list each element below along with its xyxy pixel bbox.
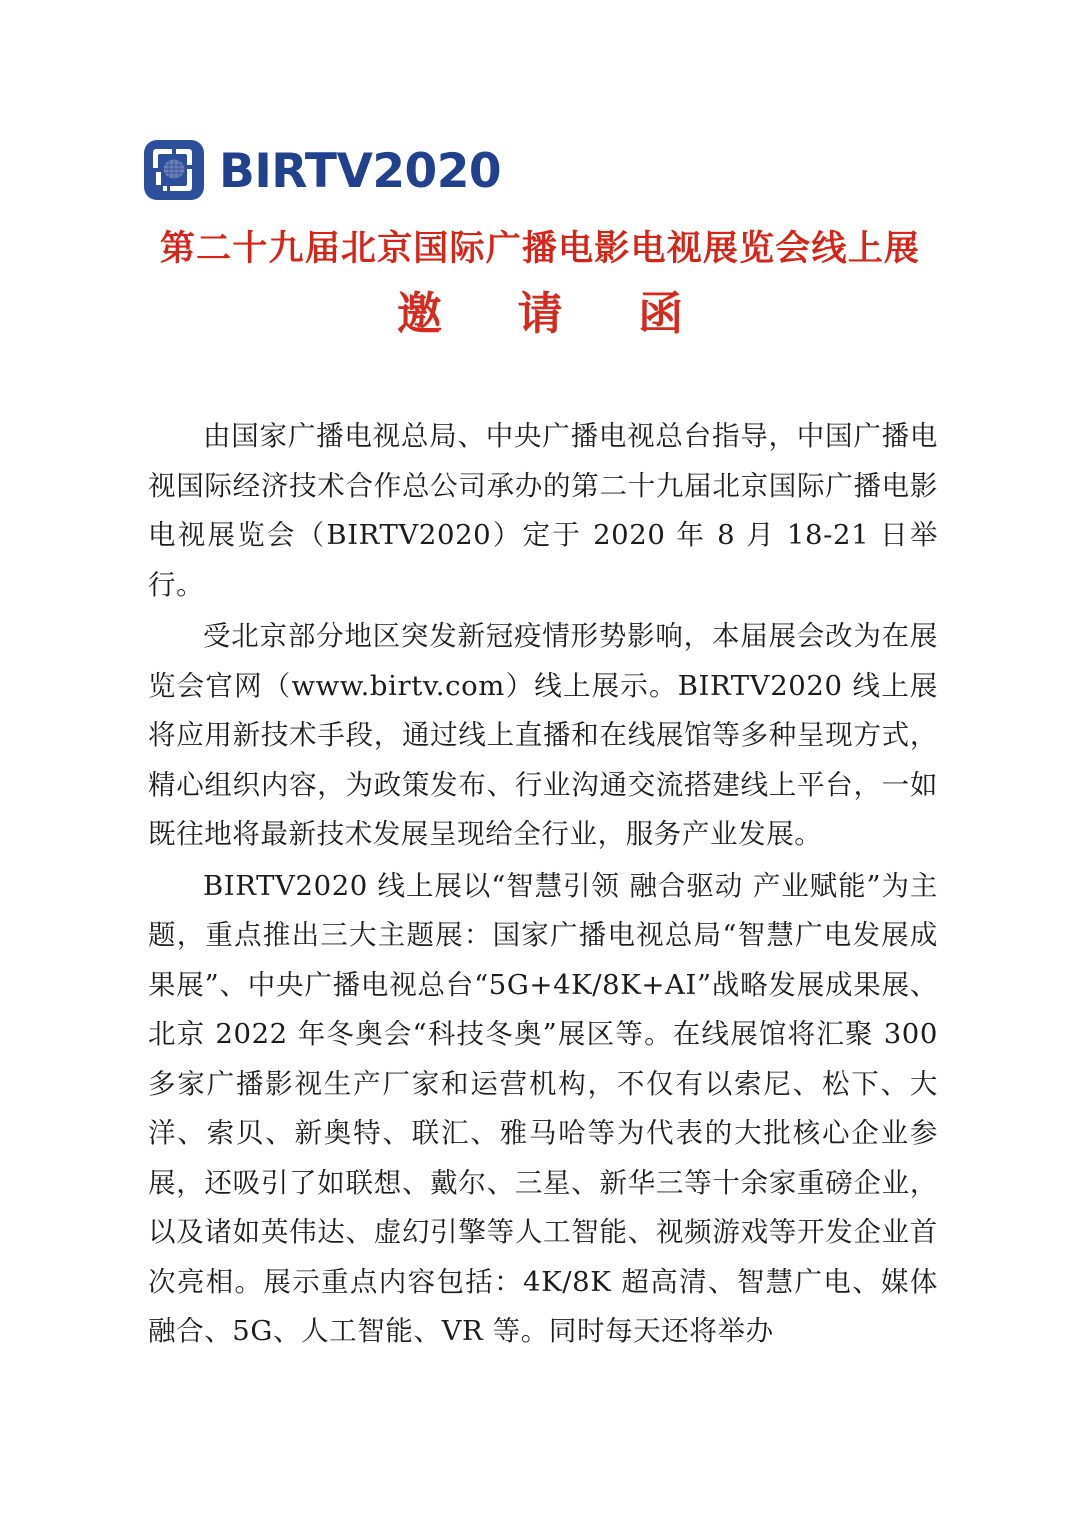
page-subtitle: 邀 请 函 bbox=[396, 287, 714, 340]
document-body bbox=[148, 412, 938, 1359]
page-title: 第二十九届北京国际广播电影电视展览会线上展 bbox=[159, 228, 921, 269]
paragraph: 受北京部分地区突发新冠疫情形势影响，本届展会改为在展览会官网（www.birtv.com）线上展示。BIRTV2020 线上展将应用新技术手段，通过线上直播和在线展馆等多种呈现方式，精心组织内容，为政策发布、行业沟通交流搭建线上平台，一如既往地将最新技术发展呈现给全行业，服务产业发展。 bbox=[148, 620, 938, 850]
paragraph: BIRTV2020 线上展以“智慧引领 融合驱动 产业赋能”为主题，重点推出三大主题展：国家广播电视总局“智慧广电发展成果展”、中央广播电视总台“5G+4K/8K+AI”战略发展成果展、北京 2022 年冬奥会“科技冬奥”展区等。在线展馆将汇聚 300 多家广播影视生产厂家和运营机构，不仅有以索尼、松下、大洋、索贝、新奥特、联汇、雅马哈等为代表的大批核心企业参展，还吸引了如联想、戴尔、三星、新华三等十余家重磅企业，以及诸如英伟达、虚幻引擎等人工智能、视频游戏等开发企业首次亮相。展示重点内容包括：4K/8K 超高清、智慧广电、媒体融合、5G、人工智能、VR 等。同时每天还将举办 bbox=[148, 869, 938, 1347]
logo-wordmark: BIRTV2020 bbox=[219, 143, 502, 199]
paragraph: 由国家广播电视总局、中央广播电视总台指导，中国广播电视国际经济技术合作总公司承办的第二十九届北京国际广播电影电视展览会（BIRTV2020）定于 2020 年 8 月 18-21 日举行。 bbox=[148, 420, 938, 601]
birtv-square-logo-icon bbox=[143, 139, 205, 201]
brand-logo bbox=[143, 139, 501, 201]
